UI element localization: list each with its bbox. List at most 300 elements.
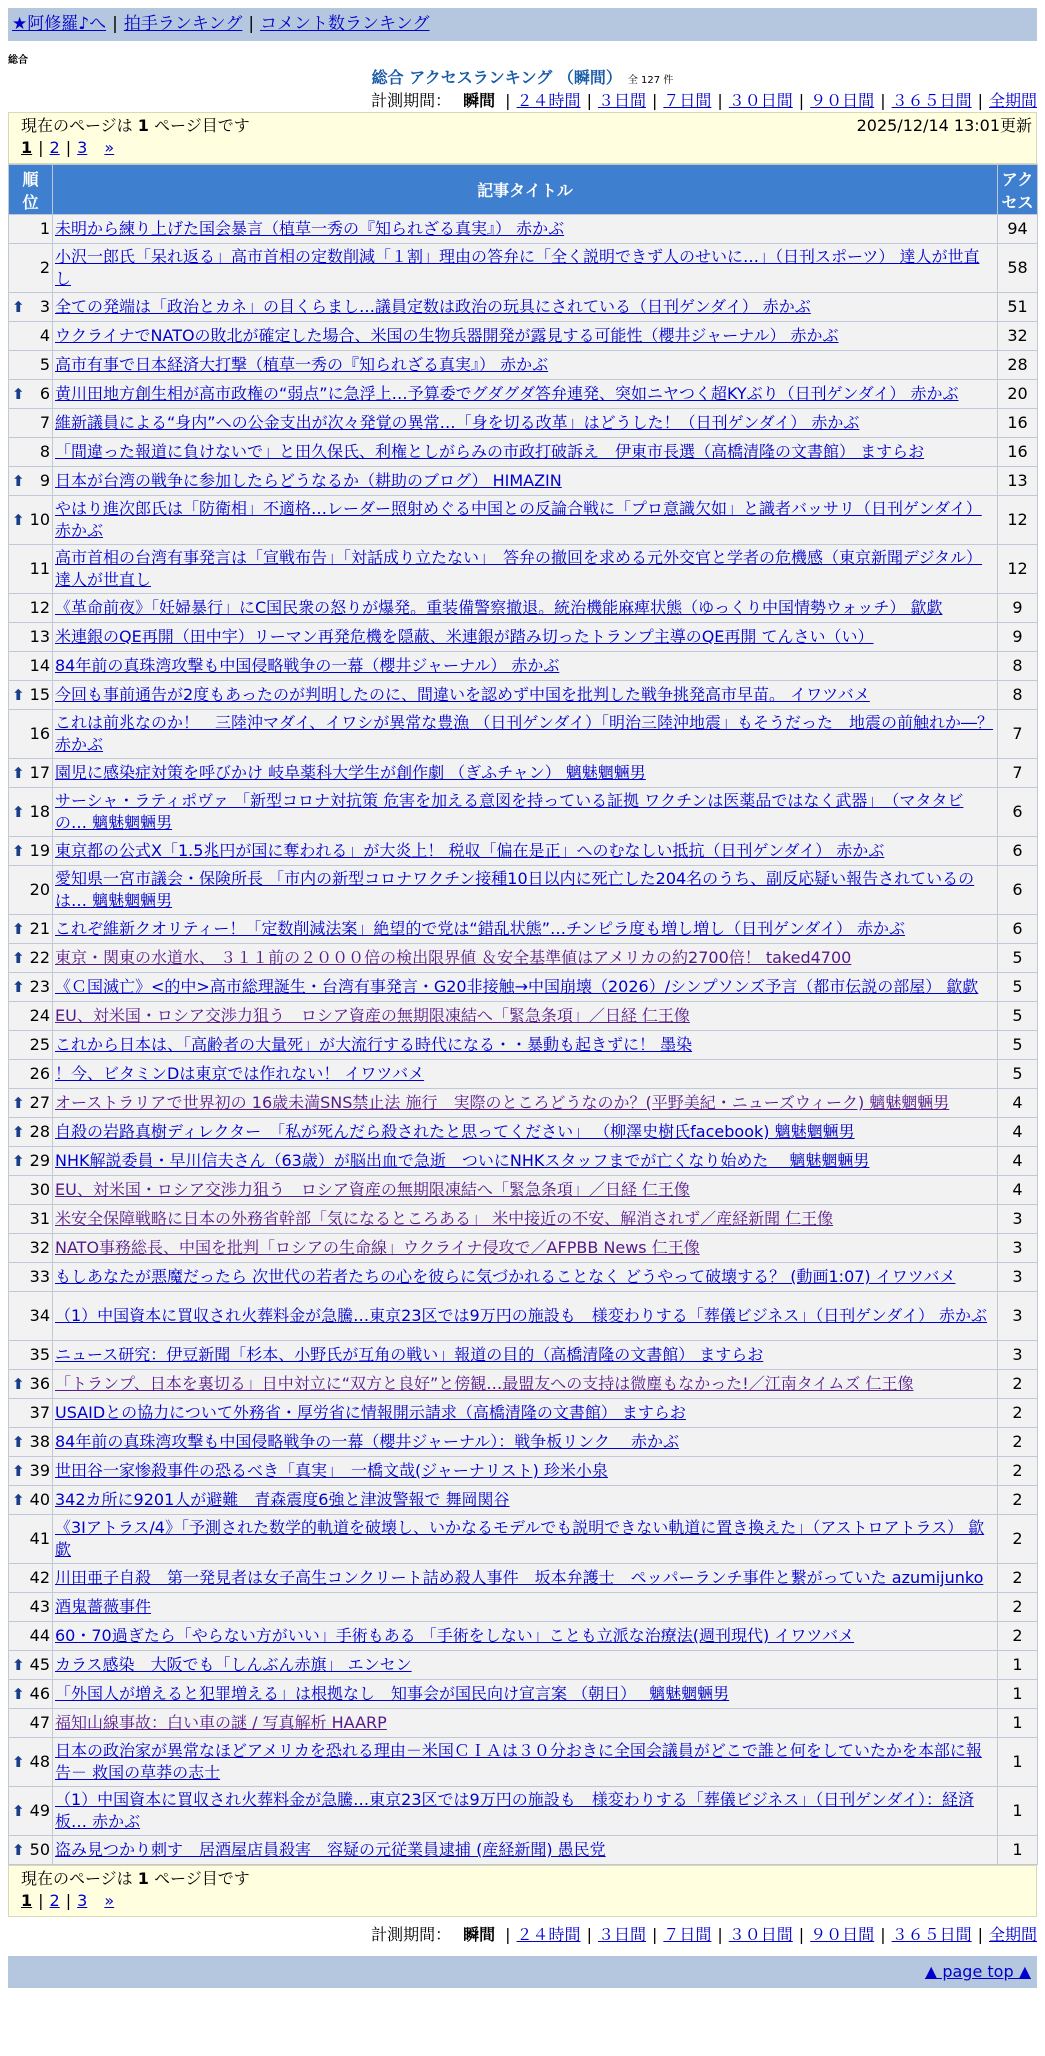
- period-link-all[interactable]: 全期間: [988, 1925, 1037, 1944]
- table-row: [9, 351, 1038, 380]
- access-count: 5: [998, 944, 1038, 973]
- article-link[interactable]: 高市有事で日本経済大打撃（植草一秀の『知られざる真実』） 赤かぶ: [55, 355, 549, 374]
- pager-link-3[interactable]: 3: [77, 1891, 88, 1910]
- page-info-bottom: [8, 1865, 1037, 1917]
- rank-number: 43: [29, 1597, 50, 1616]
- rank-cell: [9, 322, 53, 351]
- rank-number: 4: [39, 326, 50, 345]
- rank-number: 12: [29, 598, 50, 617]
- rank-up-arrow-icon: ⬆: [12, 1753, 25, 1771]
- rank-cell: [9, 293, 53, 322]
- table-row: [9, 409, 1038, 438]
- title-cell: [53, 1738, 998, 1787]
- table-row: [9, 1205, 1038, 1234]
- page-top-link[interactable]: ▲ page top ▲: [924, 1962, 1031, 1981]
- article-link[interactable]: 東京都の公式X「1.5兆円が国に奪われる」が大炎上！ 税収「偏在是正」へのむなしい抵抗（日刊ゲンダイ） 赤かぶ: [55, 841, 885, 860]
- header-title: 記事タイトル: [53, 165, 998, 215]
- article-link[interactable]: 日本の政治家が異常なほどアメリカを恐れる理由－米国ＣＩＡは３０分おきに全国会議員がどこで誰と何をしていたかを本部に報告－ 救国の草莽の志士: [55, 1741, 982, 1782]
- title-cell: [53, 1651, 998, 1680]
- access-count: 2: [998, 1593, 1038, 1622]
- article-link[interactable]: （1）中国資本に買収され火葬料金が急騰…東京23区では9万円の施設も 様変わりする「葬儀ビジネス」（日刊ゲンダイ） 赤かぶ: [55, 1306, 988, 1325]
- title-cell: [53, 1234, 998, 1263]
- article-link[interactable]: 川田亜子自殺 第一発見者は女子高生コンクリート詰め殺人事件 坂本弁護士 ペッパーランチ事件と繋がっていた azumijunko: [55, 1568, 984, 1587]
- period-link-3d[interactable]: ３日間: [597, 1925, 646, 1944]
- rank-number: 33: [29, 1267, 50, 1286]
- access-count: 2: [998, 1564, 1038, 1593]
- page-status-number: 1: [137, 1869, 149, 1888]
- rank-cell: [9, 915, 53, 944]
- title-cell: [53, 710, 998, 759]
- rank-up-arrow-icon: ⬆: [12, 1123, 25, 1141]
- table-row: [9, 1399, 1038, 1428]
- title-cell: [53, 322, 998, 351]
- table-row: [9, 1428, 1038, 1457]
- title-cell: [53, 973, 998, 1002]
- nav-link-asyura-home[interactable]: ★阿修羅♪へ: [12, 14, 107, 34]
- period-link-7d[interactable]: ７日間: [663, 1925, 712, 1944]
- rank-cell: [9, 1709, 53, 1738]
- page-title: 総合 アクセスランキング （瞬間）: [371, 68, 622, 87]
- article-link[interactable]: 小沢一郎氏「呆れ返る」高市首相の定数削減「１割」理由の答弁に「全く説明できず人のせいに…」（日刊スポーツ） 達人が世直し: [55, 247, 980, 288]
- table-row: [9, 1031, 1038, 1060]
- title-cell: [53, 351, 998, 380]
- rank-cell: [9, 1234, 53, 1263]
- period-separator: |: [880, 91, 886, 110]
- title-cell: [53, 837, 998, 866]
- access-count: 12: [998, 545, 1038, 594]
- rank-number: 13: [29, 627, 50, 646]
- rank-up-arrow-icon: ⬆: [12, 298, 25, 316]
- table-row: [9, 1651, 1038, 1680]
- period-separator: |: [717, 1925, 723, 1944]
- period-separator: |: [505, 1925, 511, 1944]
- rank-cell: [9, 944, 53, 973]
- article-link[interactable]: NHK解説委員・早川信夫さん（63歳）が脳出血で急逝 ついにNHKスタッフまでが亡くなり始めた 魑魅魍魎男: [55, 1151, 870, 1170]
- period-link-3d[interactable]: ３日間: [597, 91, 646, 110]
- rank-cell: [9, 1738, 53, 1787]
- article-link[interactable]: 黄川田地方創生相が高市政権の“弱点”に急浮上…予算委でグダグダ答弁連発、突如ニヤつく超KYぶり（日刊ゲンダイ） 赤かぶ: [55, 384, 959, 403]
- access-count: 20: [998, 380, 1038, 409]
- rank-cell: [9, 1060, 53, 1089]
- rank-number: 44: [29, 1626, 50, 1645]
- access-count: 1: [998, 1709, 1038, 1738]
- title-cell: [53, 1836, 998, 1865]
- rank-cell: [9, 1515, 53, 1564]
- rank-cell: [9, 681, 53, 710]
- table-row: [9, 244, 1038, 293]
- article-link[interactable]: 「外国人が増えると犯罪増える」は根拠なし 知事会が国民向け宣言案 （朝日） 魑魅魍魎男: [55, 1684, 730, 1703]
- pager-separator: [93, 138, 98, 157]
- nav-link-applause-ranking[interactable]: 拍手ランキング: [123, 14, 243, 34]
- rank-number: 17: [29, 763, 50, 782]
- article-link[interactable]: 盗み見つかり刺す 居酒屋店員殺害 容疑の元従業員逮捕 (産経新聞) 愚民党: [55, 1840, 606, 1859]
- rank-cell: [9, 244, 53, 293]
- article-link[interactable]: NATO事務総長、中国を批判「ロシアの生命線」ウクライナ侵攻で／AFPBB News 仁王像: [55, 1238, 700, 1257]
- top-navigation: [8, 8, 1037, 41]
- title-cell: [53, 293, 998, 322]
- ranking-table: [8, 164, 1038, 1865]
- period-link-365d[interactable]: ３６５日間: [891, 1925, 972, 1944]
- title-cell: [53, 244, 998, 293]
- table-row: [9, 594, 1038, 623]
- access-count: 5: [998, 1002, 1038, 1031]
- access-count: 94: [998, 215, 1038, 244]
- table-row: [9, 322, 1038, 351]
- rank-number: 36: [29, 1374, 50, 1393]
- article-link[interactable]: 酒鬼薔薇事件: [55, 1597, 152, 1616]
- article-link[interactable]: EU、対米国・ロシア交渉力狙う ロシア資産の無期限凍結へ「緊急条項」／日経 仁王像: [55, 1006, 690, 1025]
- rank-up-arrow-icon: ⬆: [12, 1433, 25, 1451]
- article-link[interactable]: 未明から練り上げた国会暴言（植草一秀の『知られざる真実』） 赤かぶ: [55, 219, 565, 238]
- access-count: 7: [998, 710, 1038, 759]
- article-link[interactable]: 84年前の真珠湾攻撃も中国侵略戦争の一幕（櫻井ジャーナル）：戦争板リンク 赤かぶ: [55, 1432, 680, 1451]
- table-row: [9, 1486, 1038, 1515]
- access-count: 2: [998, 1399, 1038, 1428]
- period-separator: |: [651, 91, 658, 110]
- title-cell: [53, 623, 998, 652]
- title-cell: [53, 1118, 998, 1147]
- rank-number: 27: [29, 1093, 50, 1112]
- article-link[interactable]: 今回も事前通告が2度もあったのが判明したのに、間違いを認めず中国を批判した戦争挑発高市早苗。 イワツバメ: [55, 685, 870, 704]
- rank-up-arrow-icon: ⬆: [12, 978, 25, 996]
- pager-link-next[interactable]: »: [104, 138, 115, 157]
- rank-number: 18: [29, 802, 50, 821]
- rank-up-arrow-icon: ⬆: [12, 949, 25, 967]
- table-row: [9, 293, 1038, 322]
- header-rank: [9, 165, 53, 215]
- rank-cell: [9, 1651, 53, 1680]
- rank-up-arrow-icon: ⬆: [12, 764, 25, 782]
- period-separator: |: [586, 1925, 592, 1944]
- rank-number: 42: [29, 1568, 50, 1587]
- article-link[interactable]: 維新議員による“身内”への公金支出が次々発覚の異常…「身を切る改革」はどうした！（日刊ゲンダイ） 赤かぶ: [55, 413, 860, 432]
- rank-number: 30: [29, 1180, 50, 1199]
- table-row: [9, 710, 1038, 759]
- rank-cell: [9, 1176, 53, 1205]
- nav-separator: |: [112, 14, 118, 34]
- article-link[interactable]: 世田谷一家惨殺事件の恐るべき「真実」 一橋文哉(ジャーナリスト) 珍米小泉: [55, 1461, 608, 1480]
- article-link[interactable]: これは前兆なのか！ 三陸沖マダイ、イワシが異常な豊漁 （日刊ゲンダイ）「明治三陸沖地震」もそうだった 地震の前触れか―？ 赤かぶ: [55, 713, 994, 754]
- rank-up-arrow-icon: ⬆: [12, 842, 25, 860]
- page-status-post: ページ目です: [154, 116, 250, 135]
- rank-number: 6: [39, 384, 50, 403]
- article-link[interactable]: 高市首相の台湾有事発言は「宣戦布告」「対話成り立たない」 答弁の撤回を求める元外交官と学者の危機感（東京新聞デジタル） 達人が世直し: [55, 548, 983, 589]
- rank-number: 10: [29, 510, 50, 529]
- nav-separator: |: [248, 14, 255, 34]
- article-link[interactable]: 自殺の岩路真樹ディレクター 「私が死んだら殺されたと思ってください」 （柳澤史樹氏facebook) 魑魅魍魎男: [55, 1122, 855, 1141]
- pager-separator: |: [65, 1891, 72, 1910]
- title-cell: [53, 1787, 998, 1836]
- table-row: [9, 915, 1038, 944]
- title-cell: [53, 652, 998, 681]
- table-row: [9, 380, 1038, 409]
- page-status-line: [21, 1868, 1024, 1890]
- article-link[interactable]: やはり進次郎氏は「防衛相」不適格…レーダー照射めぐる中国との反論合戦に「プロ意識欠如」と識者バッサリ（日刊ゲンダイ） 赤かぶ: [55, 499, 982, 540]
- article-link[interactable]: 愛知県一宮市議会・保険所長 「市内の新型コロナワクチン接種10日以内に死亡した204名のうち、副反応疑い報告されているのは… 魑魅魍魎男: [55, 869, 975, 910]
- period-link-all[interactable]: 全期間: [988, 91, 1037, 110]
- period-current: 瞬間: [463, 91, 496, 110]
- article-link[interactable]: これぞ維新クオリティー！「定数削減法案」絶望的で党は“錯乱状態”…チンピラ度も増し増し（日刊ゲンダイ） 赤かぶ: [55, 919, 905, 938]
- rank-cell: [9, 594, 53, 623]
- article-link[interactable]: サーシャ・ラティポヴァ 「新型コロナ対抗策 危害を加える意図を持っている証拠 ワクチンは医薬品ではなく武器」 （マタタビの… 魑魅魍魎男: [55, 791, 964, 832]
- rank-cell: [9, 973, 53, 1002]
- title-cell: [53, 1486, 998, 1515]
- table-row: [9, 973, 1038, 1002]
- pager-link-2[interactable]: 2: [49, 1891, 60, 1910]
- table-row: [9, 1341, 1038, 1370]
- rank-number: 47: [29, 1713, 50, 1732]
- article-link[interactable]: 342カ所に9201人が避難 青森震度6強と津波警報で 舞岡関谷: [55, 1490, 510, 1509]
- access-count: 7: [998, 759, 1038, 788]
- access-count: 28: [998, 351, 1038, 380]
- rank-number: 2: [39, 258, 50, 277]
- table-row: [9, 1787, 1038, 1836]
- page-status-pre: 現在のページは: [21, 116, 133, 135]
- rank-cell: [9, 759, 53, 788]
- article-link[interactable]: 84年前の真珠湾攻撃も中国侵略戦争の一幕（櫻井ジャーナル） 赤かぶ: [55, 656, 560, 675]
- period-link-24h[interactable]: ２４時間: [516, 91, 581, 110]
- article-link[interactable]: EU、対米国・ロシア交渉力狙う ロシア資産の無期限凍結へ「緊急条項」／日経 仁王像: [55, 1180, 690, 1199]
- table-row: [9, 1515, 1038, 1564]
- title-cell: [53, 215, 998, 244]
- article-link[interactable]: （1）中国資本に買収され火葬料金が急騰…東京23区では9万円の施設も 様変わりする「葬儀ビジネス」（日刊ゲンダイ）：経済板… 赤かぶ: [55, 1790, 974, 1831]
- rank-up-arrow-icon: ⬆: [12, 1802, 25, 1820]
- access-count: 1: [998, 1651, 1038, 1680]
- title-cell: [53, 496, 998, 545]
- article-link[interactable]: 「トランプ、日本を裏切る」日中対立に“双方と良好”と傍観…最盟友への支持は微塵もなかった!／江南タイムズ 仁王像: [55, 1374, 914, 1393]
- table-row: [9, 1147, 1038, 1176]
- access-count: 4: [998, 1147, 1038, 1176]
- rank-number: 49: [29, 1801, 50, 1820]
- rank-cell: [9, 1205, 53, 1234]
- access-count: 58: [998, 244, 1038, 293]
- title-cell: [53, 594, 998, 623]
- title-cell: [53, 866, 998, 915]
- rank-cell: [9, 788, 53, 837]
- access-count: 1: [998, 1787, 1038, 1836]
- rank-number: 11: [29, 559, 50, 578]
- article-link[interactable]: 《革命前夜》「妊婦暴行」にC国民衆の怒りが爆発。重装備警察撤退。統治機能麻痺状態（ゆっくり中国情勢ウォッチ） 歙歔: [55, 598, 943, 617]
- access-count: 2: [998, 1622, 1038, 1651]
- title-cell: [53, 1031, 998, 1060]
- rank-number: 19: [29, 841, 50, 860]
- access-count: 32: [998, 322, 1038, 351]
- access-count: 6: [998, 788, 1038, 837]
- rank-number: 20: [29, 880, 50, 899]
- table-row: [9, 1234, 1038, 1263]
- rank-cell: [9, 467, 53, 496]
- access-count: 1: [998, 1680, 1038, 1709]
- rank-number: 15: [29, 685, 50, 704]
- access-count: 1: [998, 1836, 1038, 1865]
- period-link-365d[interactable]: ３６５日間: [891, 91, 972, 110]
- table-row: [9, 1680, 1038, 1709]
- article-link[interactable]: もしあなたが悪魔だったら 次世代の若者たちの心を彼らに気づかれることなく どうやって破壊する？ (動画1:07) イワツバメ: [55, 1267, 956, 1286]
- pager-current: 1: [21, 1891, 33, 1910]
- rank-cell: [9, 380, 53, 409]
- pager-link-3[interactable]: 3: [77, 138, 88, 157]
- title-cell: [53, 1457, 998, 1486]
- rank-number: 35: [29, 1345, 50, 1364]
- rank-cell: [9, 1031, 53, 1060]
- access-count: 3: [998, 1234, 1038, 1263]
- article-link[interactable]: オーストラリアで世界初の 16歳未満SNS禁止法 施行 実際のところどうなのか？(平野美紀・ニューズウィーク) 魑魅魍魎男: [55, 1093, 950, 1112]
- rank-number: 25: [29, 1035, 50, 1054]
- rank-number: 37: [29, 1403, 50, 1422]
- article-link[interactable]: ニュース研究：伊豆新聞「杉本、小野氏が互角の戦い」報道の目的（高橋清隆の文書館） ますらお: [55, 1345, 764, 1364]
- ranking-body: [9, 215, 1038, 1865]
- pager-separator: |: [38, 1891, 44, 1910]
- access-count: 9: [998, 623, 1038, 652]
- article-link[interactable]: 《Ｃ国滅亡》<的中>高市総理誕生・台湾有事発言・G20非接触→中国崩壊（2026）/シンプソンズ予言（都市伝説の部屋） 歙歔: [55, 977, 979, 996]
- table-row: [9, 215, 1038, 244]
- period-label: 計測期間：: [371, 91, 452, 110]
- footer-bar: [8, 1956, 1037, 1988]
- title-cell: [53, 915, 998, 944]
- title-cell: [53, 409, 998, 438]
- period-link-30d[interactable]: ３０日間: [728, 1925, 793, 1944]
- article-link[interactable]: 園児に感染症対策を呼びかけ 岐阜薬科大学生が創作劇 （ぎふチャン） 魑魅魍魎男: [55, 763, 646, 782]
- table-row: [9, 1564, 1038, 1593]
- rank-up-arrow-icon: ⬆: [12, 472, 25, 490]
- rank-number: 46: [29, 1684, 50, 1703]
- pager-link-next[interactable]: »: [104, 1891, 115, 1910]
- rank-number: 45: [29, 1655, 50, 1674]
- access-count: 2: [998, 1370, 1038, 1399]
- rank-cell: [9, 1564, 53, 1593]
- rank-up-arrow-icon: ⬆: [12, 1841, 25, 1859]
- title-cell: [53, 1622, 998, 1651]
- table-row: [9, 866, 1038, 915]
- table-row: [9, 545, 1038, 594]
- title-cell: [53, 467, 998, 496]
- article-link[interactable]: カラス感染 大阪でも「しんぶん赤旗」 エンセン: [55, 1655, 412, 1674]
- period-link-90d[interactable]: ９０日間: [810, 1925, 875, 1944]
- table-row: [9, 759, 1038, 788]
- title-cell: [53, 1399, 998, 1428]
- rank-cell: [9, 1370, 53, 1399]
- access-count: 5: [998, 1060, 1038, 1089]
- title-cell: [53, 1205, 998, 1234]
- title-cell: [53, 1176, 998, 1205]
- table-row: [9, 1176, 1038, 1205]
- rank-number: 1: [39, 219, 50, 238]
- article-link[interactable]: これから日本は、「高齢者の大量死」が大流行する時代になる・・暴動も起きずに！ 墨染: [55, 1035, 693, 1054]
- article-link[interactable]: 全ての発端は「政治とカネ」の目くらまし…議員定数は政治の玩具にされている（日刊ゲンダイ） 赤かぶ: [55, 297, 811, 316]
- page-status-number: 1: [137, 116, 149, 135]
- rank-cell: [9, 1593, 53, 1622]
- table-row: [9, 1060, 1038, 1089]
- rank-cell: [9, 1399, 53, 1428]
- nav-link-comment-ranking[interactable]: コメント数ランキング: [260, 14, 430, 34]
- article-link[interactable]: 米連銀のQE再開（田中宇）リーマン再発危機を隠蔽、米連銀が踏み切ったトランプ主導のQE再開 てんさい（い）: [55, 627, 874, 646]
- table-row: [9, 1118, 1038, 1147]
- table-row: [9, 1370, 1038, 1399]
- page-status-line: [21, 115, 1032, 137]
- rank-cell: [9, 1486, 53, 1515]
- article-link[interactable]: 福知山線事故：白い車の謎 / 写真解析 HAARP: [55, 1713, 387, 1732]
- rank-number: 24: [29, 1006, 50, 1025]
- access-count: 3: [998, 1292, 1038, 1341]
- title-cell: [53, 438, 998, 467]
- table-row: [9, 652, 1038, 681]
- table-row: [9, 496, 1038, 545]
- rank-number: 14: [29, 656, 50, 675]
- rank-cell: [9, 1457, 53, 1486]
- access-count: 3: [998, 1205, 1038, 1234]
- article-link[interactable]: 60・70過ぎたら「やらない方がいい」手術もある 「手術をしない」ことも立派な治療法(週刊現代) イワツバメ: [55, 1626, 855, 1645]
- article-link[interactable]: 「間違った報道に負けないで」と田久保氏、利権としがらみの市政打破訴え 伊東市長選（高橋清隆の文書館） ますらお: [55, 442, 925, 461]
- period-label: 計測期間：: [371, 1925, 452, 1944]
- article-link[interactable]: USAIDとの協力について外務省・厚労省に情報開示請求（高橋清隆の文書館） ますらお: [55, 1403, 686, 1422]
- article-link[interactable]: 《3Iアトラス/4》「予測された数学的軌道を破壊し、いかなるモデルでも説明できない軌道に置き換えた」（アストロアトラス） 歙歔: [55, 1518, 985, 1559]
- table-row: [9, 1622, 1038, 1651]
- rank-number: 38: [29, 1432, 50, 1451]
- period-link-30d[interactable]: ３０日間: [728, 91, 793, 110]
- rank-up-arrow-icon: ⬆: [12, 1656, 25, 1674]
- article-link[interactable]: 東京・関東の水道水、 ３１１前の２０００倍の検出限界値 ＆安全基準値はアメリカの約2700倍！ taked4700: [55, 948, 852, 967]
- pager-link-2[interactable]: 2: [49, 138, 60, 157]
- table-row: [9, 438, 1038, 467]
- rank-number: 21: [29, 919, 50, 938]
- title-cell: [53, 1089, 998, 1118]
- rank-cell: [9, 409, 53, 438]
- title-cell: [53, 1060, 998, 1089]
- pager-current: 1: [21, 138, 33, 157]
- table-row: [9, 1292, 1038, 1341]
- title-cell: [53, 380, 998, 409]
- title-cell: [53, 1341, 998, 1370]
- access-count: 3: [998, 1263, 1038, 1292]
- rank-number: 29: [29, 1151, 50, 1170]
- rank-number: 28: [29, 1122, 50, 1141]
- rank-cell: [9, 1002, 53, 1031]
- access-count: 4: [998, 1176, 1038, 1205]
- article-link[interactable]: ！今、ビタミンDは東京では作れない！ イワツバメ: [55, 1064, 425, 1083]
- period-link-90d[interactable]: ９０日間: [810, 91, 875, 110]
- rank-cell: [9, 652, 53, 681]
- table-row: [9, 681, 1038, 710]
- period-link-24h[interactable]: ２４時間: [516, 1925, 581, 1944]
- access-count: 12: [998, 496, 1038, 545]
- period-link-7d[interactable]: ７日間: [663, 91, 712, 110]
- title-cell: [53, 759, 998, 788]
- period-selector-bottom: [8, 1923, 1037, 1946]
- access-count: 4: [998, 1089, 1038, 1118]
- header-access-label: アク セス: [1001, 169, 1034, 212]
- rank-up-arrow-icon: ⬆: [12, 1491, 25, 1509]
- rank-cell: [9, 1787, 53, 1836]
- title-cell: [53, 1709, 998, 1738]
- access-count: 13: [998, 467, 1038, 496]
- rank-cell: [9, 1428, 53, 1457]
- rank-number: 48: [29, 1752, 50, 1771]
- access-count: 5: [998, 973, 1038, 1002]
- article-link[interactable]: 日本が台湾の戦争に参加したらどうなるか（耕助のブログ） HIMAZIN: [55, 471, 562, 490]
- rank-number: 22: [29, 948, 50, 967]
- table-row: [9, 1089, 1038, 1118]
- title-cell: [53, 1680, 998, 1709]
- table-row: [9, 837, 1038, 866]
- article-link[interactable]: ウクライナでNATOの敗北が確定した場合、米国の生物兵器開発が露見する可能性（櫻井ジャーナル） 赤かぶ: [55, 326, 839, 345]
- page-status-pre: 現在のページは: [21, 1869, 133, 1888]
- title-cell: [53, 1370, 998, 1399]
- access-count: 8: [998, 681, 1038, 710]
- rank-cell: [9, 623, 53, 652]
- table-row: [9, 1709, 1038, 1738]
- pagination-bottom: [21, 1890, 1024, 1912]
- article-link[interactable]: 米安全保障戦略に日本の外務省幹部「気になるところある」 米中接近の不安、解消されず／産経新聞 仁王像: [55, 1209, 834, 1228]
